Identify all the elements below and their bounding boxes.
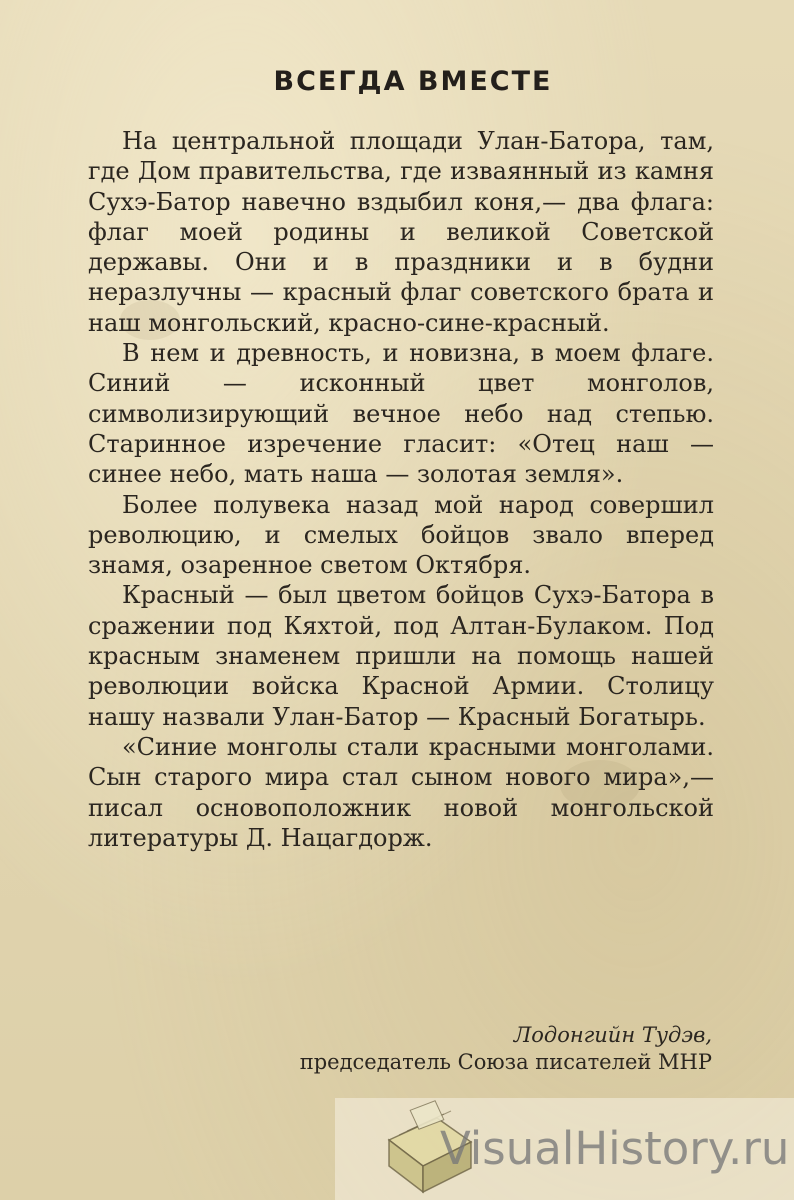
- paragraph-3: Более полувека назад мой народ совершил революцию, и смелых бойцов звало вперед знамя, озаренное светом Октября.: [88, 490, 714, 580]
- paragraph-5: «Синие монголы стали красными монголами. Сын старого мира стал сыном нового мира»,— писал основоположник новой монгольской литературы Д. Нацагдорж.: [88, 732, 714, 852]
- watermark-text: VisualHistory.ru: [440, 1122, 790, 1175]
- author-signature: [192, 1022, 712, 1076]
- paragraph-2: В нем и древность, и новизна, в моем флаге. Синий — исконный цвет монголов, символизирующий вечное небо над степью. Старинное изречение гласит: «Отец наш — синее небо, мать наша — золотая земля».: [88, 339, 714, 489]
- author-title: председатель Союза писателей МНР: [299, 1050, 712, 1074]
- paragraph-1: На центральной площади Улан-Батора, там, где Дом правительства, где изваянный из камня Сухэ-Батор навечно вздыбил коня,— два флага: флаг моей родины и великой Советской державы. Они и в праздники и в будни неразлучны — красный флаг советского брата и наш монгольский, красно-сине-красный.: [88, 127, 714, 337]
- watermark: [335, 1098, 794, 1200]
- page-title: ВСЕГДА ВМЕСТЕ: [273, 66, 553, 97]
- author-name: Лодонгийн Тудэв,: [513, 1023, 712, 1047]
- paragraph-4: Красный — был цветом бойцов Сухэ-Батора в сражении под Кяхтой, под Алтан-Булаком. Под красным знаменем пришли на помощь нашей революции войска Красной Армии. Столицу нашу назвали Улан-Батор — Красный Богатырь.: [88, 581, 714, 731]
- article-body: [88, 126, 714, 853]
